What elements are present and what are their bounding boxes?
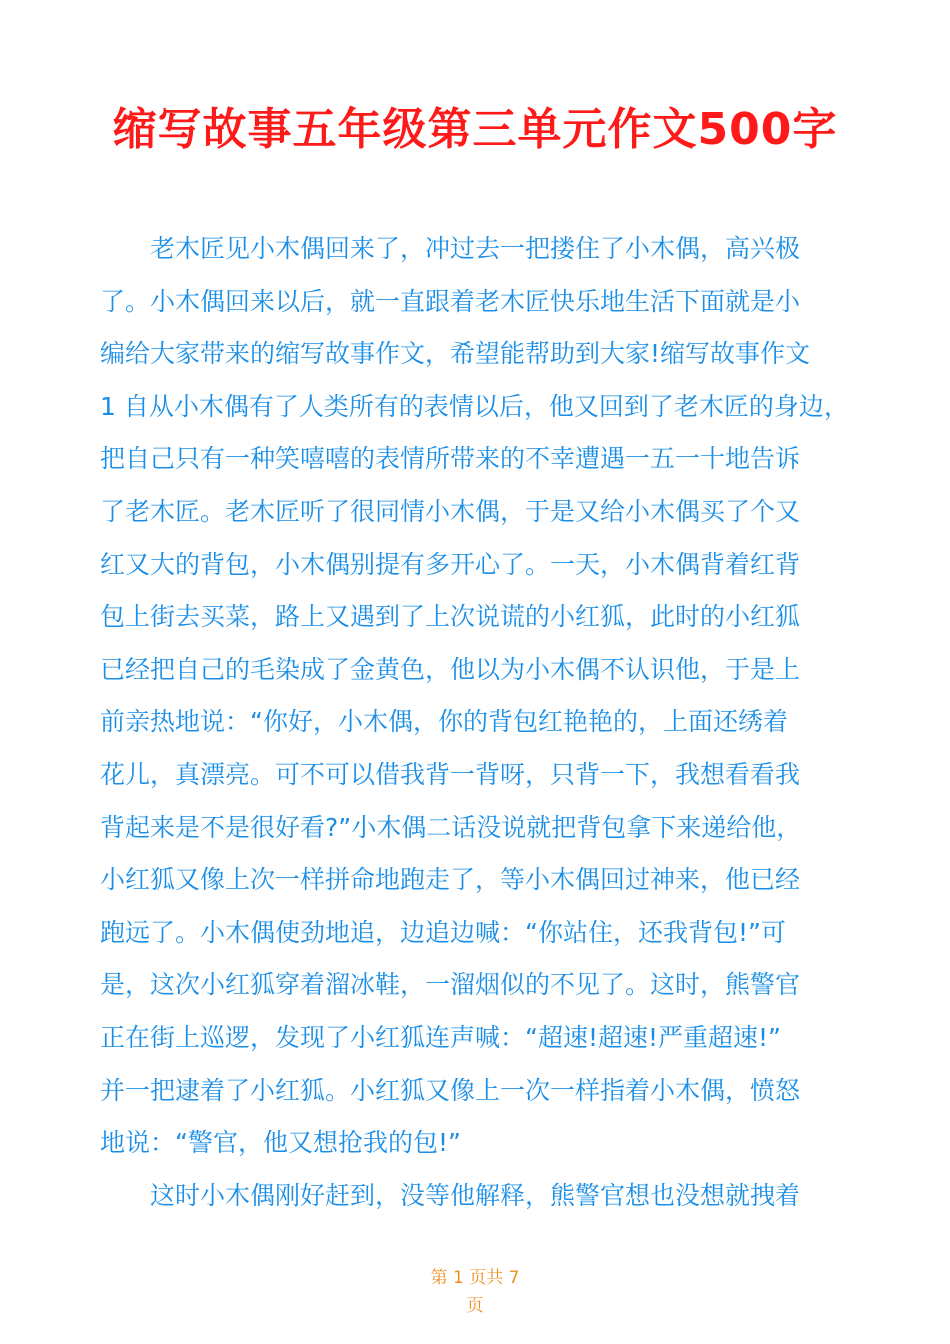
page-number-line-1: 第 1 页共 7: [430, 1268, 520, 1288]
paragraph-1-line-3: 编给大家带来的缩写故事作文，希望能帮助到大家!缩写故事作文: [100, 339, 811, 369]
paragraph-1-line-6: 了老木匠。老木匠听了很同情小木偶，于是又给小木偶买了个又: [100, 496, 801, 526]
paragraph-1-line-12: 背起来是不是很好看?”小木偶二话没说就把背包拿下来递给他，: [100, 812, 802, 842]
paragraph-2-line-1: 这时小木偶刚好赶到，没等他解释，熊警官想也没想就拽着: [150, 1180, 801, 1210]
paragraph-1-line-5: 把自己只有一种笑嘻嘻的表情所带来的不幸遭遇一五一十地告诉: [100, 444, 801, 474]
paragraph-1-line-17: 并一把逮着了小红狐。小红狐又像上一次一样指着小木偶，愤怒: [100, 1075, 801, 1105]
paragraph-1-line-7: 红又大的背包，小木偶别提有多开心了。一天，小木偶背着红背: [100, 549, 801, 579]
page-number-line-2: 页: [466, 1296, 484, 1316]
paragraph-1-line-2: 了。小木偶回来以后，就一直跟着老木匠快乐地生活下面就是小: [100, 286, 801, 316]
document-title: 缩写故事五年级第三单元作文500字: [112, 104, 838, 155]
paragraph-1-line-18: 地说：“警官，他又想抢我的包!”: [100, 1128, 461, 1158]
paragraph-1-line-10: 前亲热地说：“你好，小木偶，你的背包红艳艳的，上面还绣着: [100, 707, 788, 737]
paragraph-1-line-11: 花儿，真漂亮。可不可以借我背一背呀，只背一下，我想看看我: [100, 759, 801, 789]
page-number-footer: [375, 1264, 575, 1320]
paragraph-1-line-13: 小红狐又像上次一样拼命地跑走了，等小木偶回过神来，他已经: [100, 865, 801, 895]
paragraph-1-line-1: 老木匠见小木偶回来了，冲过去一把搂住了小木偶，高兴极: [150, 234, 801, 263]
paragraph-1-line-4: 1 自从小木偶有了人类所有的表情以后，他又回到了老木匠的身边，: [100, 391, 849, 421]
paragraph-1-line-14: 跑远了。小木偶使劲地追，边追边喊：“你站住，还我背包!”可: [100, 917, 786, 947]
paragraph-1-line-8: 包上街去买菜，路上又遇到了上次说谎的小红狐，此时的小红狐: [100, 602, 801, 632]
document-body: [100, 226, 860, 1225]
paragraph-1-line-9: 已经把自己的毛染成了金黄色，他以为小木偶不认识他，于是上: [100, 654, 801, 684]
paragraph-1-line-15: 是，这次小红狐穿着溜冰鞋，一溜烟似的不见了。这时，熊警官: [100, 970, 801, 1000]
paragraph-1-line-16: 正在街上巡逻，发现了小红狐连声喊：“超速!超速!严重超速!”: [100, 1022, 781, 1052]
